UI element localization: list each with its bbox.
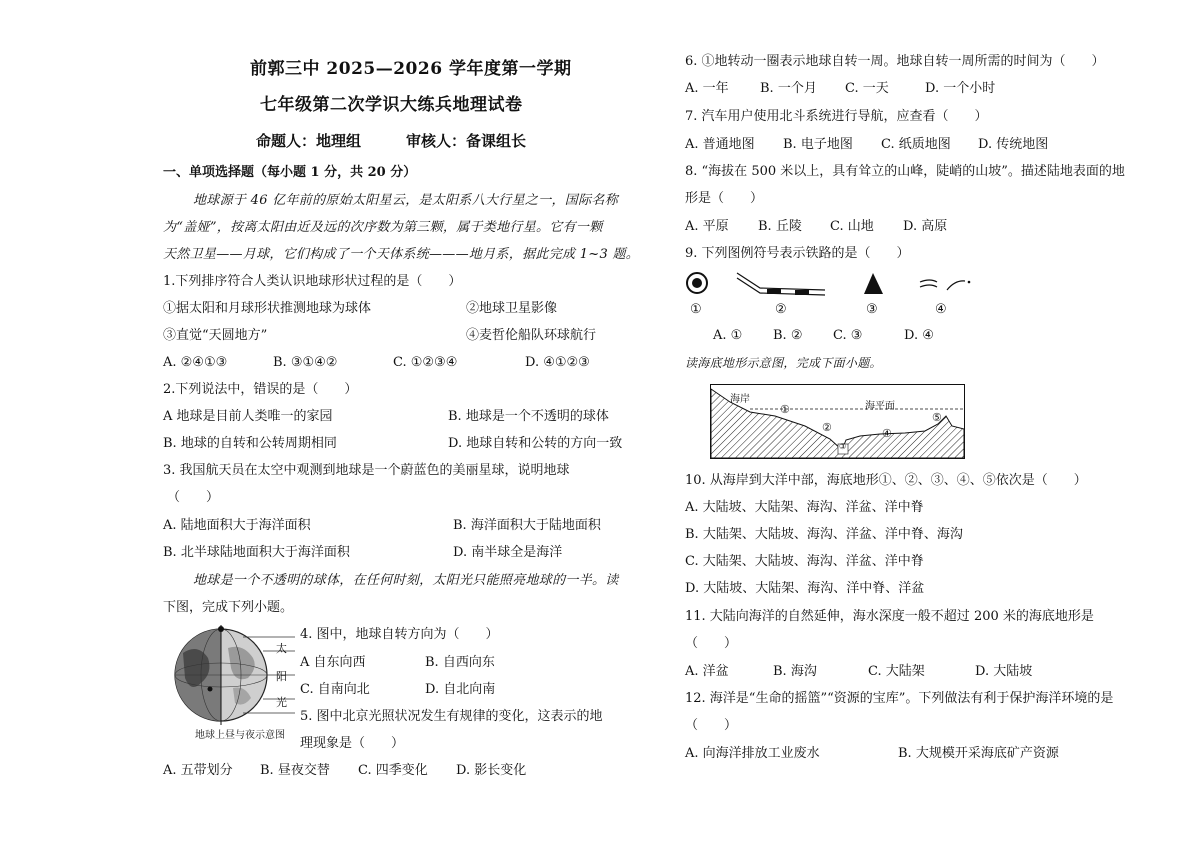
q8-option-a[interactable]: A. 平原 [685, 219, 729, 234]
passage-line: 为“盖娅”，按离太阳由近及远的次序数为第三颗，属于类地行星。它有一颗 [163, 220, 603, 235]
q8-option-d[interactable]: D. 高原 [903, 219, 948, 234]
symbol-1-icon [687, 273, 707, 293]
sun-label: 太 [276, 642, 287, 655]
coast-label: 海岸 [730, 394, 750, 405]
question-5-line2: 理现象是（ ） [300, 736, 405, 751]
q9-option-a[interactable]: A. ① [713, 328, 743, 343]
symbol-3-peak-icon [864, 273, 883, 294]
figure-caption: 地球上昼与夜示意图 [195, 730, 285, 741]
symbol-number: ① [690, 302, 702, 317]
question-10: 10. 从海岸到大洋中部，海底地形①、②、③、④、⑤依次是（ ） [685, 473, 1087, 488]
q10-option-b[interactable]: B. 大陆架、大陆坡、海沟、洋盆、洋中脊、海沟 [685, 527, 963, 542]
sun-label: 阳 [276, 670, 287, 683]
q3-option-a[interactable]: A. 陆地面积大于海洋面积 [163, 518, 311, 533]
passage-line: 天然卫星——月球，它们构成了一个天体系统———地月系，据此完成 1~3 题。 [163, 247, 640, 262]
question-3-bracket: （ ） [167, 490, 220, 505]
q10-option-d[interactable]: D. 大陆坡、大陆架、海沟、洋中脊、洋盆 [685, 581, 925, 596]
seafloor-diagram [710, 384, 965, 459]
q8-option-c[interactable]: C. 山地 [830, 219, 874, 234]
q8-option-b[interactable]: B. 丘陵 [758, 219, 802, 234]
q4-option-a[interactable]: A 自东向西 [300, 655, 366, 670]
q3-option-b[interactable]: B. 海洋面积大于陆地面积 [453, 518, 601, 533]
q7-option-c[interactable]: C. 纸质地图 [881, 137, 951, 152]
question-4: 4. 图中，地球自转方向为（ ） [300, 627, 499, 642]
q7-option-a[interactable]: A. 普通地图 [685, 137, 755, 152]
question-6: 6. ①地转动一圈表示地球自转一周。地球自转一周所需的时间为（ ） [685, 54, 1105, 69]
question-7: 7. 汽车用户使用北斗系统进行导航，应查看（ ） [685, 109, 988, 124]
q2-option-b[interactable]: B. 地球是一个不透明的球体 [448, 409, 609, 424]
sun-label: 光 [276, 696, 287, 709]
symbol-number: ② [775, 302, 787, 317]
q4-option-d[interactable]: D. 自北向南 [425, 682, 496, 697]
q1-item: ④麦哲伦船队环球航行 [466, 328, 597, 343]
earth-day-night-figure [173, 623, 298, 743]
section-heading: 一、单项选择题（每小题 1 分，共 20 分） [163, 165, 417, 180]
legend-symbols [685, 268, 985, 318]
seafloor-marker: ③ [839, 442, 847, 451]
seafloor-marker: ④ [882, 427, 892, 440]
question-8-line2: 形是（ ） [685, 191, 764, 206]
symbol-number: ④ [935, 302, 947, 317]
q1-option-a[interactable]: A. ②④①③ [163, 355, 228, 370]
q3-option-c[interactable]: B. 北半球陆地面积大于海洋面积 [163, 545, 350, 560]
question-11-bracket: （ ） [685, 636, 738, 651]
q1-option-b[interactable]: B. ③①④② [273, 355, 338, 370]
question-3: 3. 我国航天员在太空中观测到地球是一个蔚蓝色的美丽星球，说明地球 [163, 463, 570, 478]
question-12-bracket: （ ） [685, 718, 738, 733]
author-line: 命题人：地理组 审核人：备课组长 [256, 132, 527, 150]
q9-option-d[interactable]: D. ④ [904, 328, 934, 343]
question-2: 2.下列说法中，错误的是（ ） [163, 382, 358, 397]
q1-option-c[interactable]: C. ①②③④ [393, 355, 458, 370]
q11-option-a[interactable]: A. 洋盆 [685, 664, 729, 679]
q12-option-b[interactable]: B. 大规模开采海底矿产资源 [898, 746, 1059, 761]
q3-option-d[interactable]: D. 南半球全是海洋 [453, 545, 563, 560]
q11-option-c[interactable]: C. 大陆架 [868, 664, 925, 679]
seafloor-marker: ① [780, 403, 790, 416]
q5-option-a[interactable]: A. 五带划分 [163, 763, 233, 778]
q9-option-b[interactable]: B. ② [773, 328, 803, 343]
symbol-4-icon [920, 280, 970, 290]
exam-title: 前郭三中 2025—2026 学年度第一学期 [250, 59, 572, 79]
q1-item: ③直觉“天圆地方” [163, 328, 268, 343]
q2-option-a[interactable]: A 地球是目前人类唯一的家园 [163, 409, 333, 424]
q7-option-d[interactable]: D. 传统地图 [978, 137, 1049, 152]
q12-option-a[interactable]: A. 向海洋排放工业废水 [685, 746, 820, 761]
q1-item: ①据太阳和月球形状推测地球为球体 [163, 301, 372, 316]
q11-option-b[interactable]: B. 海沟 [773, 664, 817, 679]
q5-option-d[interactable]: D. 影长变化 [456, 763, 527, 778]
symbol-2-railway-icon [737, 273, 825, 295]
passage2-line: 地球是一个不透明的球体，在任何时刻，太阳光只能照亮地球的一半。读 [193, 573, 619, 588]
exam-subtitle: 七年级第二次学识大练兵地理试卷 [260, 95, 523, 115]
passage2-line: 下图，完成下列小题。 [163, 600, 294, 615]
q9-option-c[interactable]: C. ③ [833, 328, 863, 343]
q7-option-b[interactable]: B. 电子地图 [783, 137, 853, 152]
q2-option-c[interactable]: B. 地球的自转和公转周期相同 [163, 436, 337, 451]
question-12: 12. 海洋是“生命的摇篮”“资源的宝库”。下列做法有利于保护海洋环境的是 [685, 691, 1114, 706]
q5-option-b[interactable]: B. 昼夜交替 [260, 763, 330, 778]
q10-option-a[interactable]: A. 大陆坡、大陆架、海沟、洋盆、洋中脊 [685, 500, 924, 515]
q6-option-d[interactable]: D. 一个小时 [925, 81, 996, 96]
question-9: 9. 下列图例符号表示铁路的是（ ） [685, 246, 910, 261]
q4-option-c[interactable]: C. 自南向北 [300, 682, 370, 697]
question-1: 1.下列排序符合人类认识地球形状过程的是（ ） [163, 274, 462, 289]
q1-option-d[interactable]: D. ④①②③ [525, 355, 590, 370]
q4-option-b[interactable]: B. 自西向东 [425, 655, 495, 670]
q11-option-d[interactable]: D. 大陆坡 [975, 664, 1033, 679]
q6-option-b[interactable]: B. 一个月 [760, 81, 817, 96]
q10-option-c[interactable]: C. 大陆架、大陆坡、海沟、洋盆、洋中脊 [685, 554, 924, 569]
seafloor-marker: ② [822, 421, 832, 434]
passage-line: 地球源于 46 亿年前的原始太阳星云，是太阳系八大行星之一，国际名称 [193, 193, 619, 208]
q6-option-a[interactable]: A. 一年 [685, 81, 729, 96]
q5-option-c[interactable]: C. 四季变化 [358, 763, 428, 778]
q2-option-d[interactable]: D. 地球自转和公转的方向一致 [448, 436, 623, 451]
seafloor-marker: ⑤ [932, 411, 942, 424]
sea-level-label: 海平面 [865, 401, 895, 412]
q6-option-c[interactable]: C. 一天 [845, 81, 889, 96]
symbol-number: ③ [866, 302, 878, 317]
question-5: 5. 图中北京光照状况发生有规律的变化，这表示的地 [300, 709, 603, 724]
question-11: 11. 大陆向海洋的自然延伸，海水深度一般不超过 200 米的海底地形是 [685, 609, 1094, 624]
question-8: 8. “海拔在 500 米以上，具有耸立的山峰，陡峭的山坡”。描述陆地表面的地 [685, 164, 1125, 179]
q1-item: ②地球卫星影像 [466, 301, 558, 316]
seafloor-intro: 读海底地形示意图，完成下面小题。 [685, 356, 882, 370]
